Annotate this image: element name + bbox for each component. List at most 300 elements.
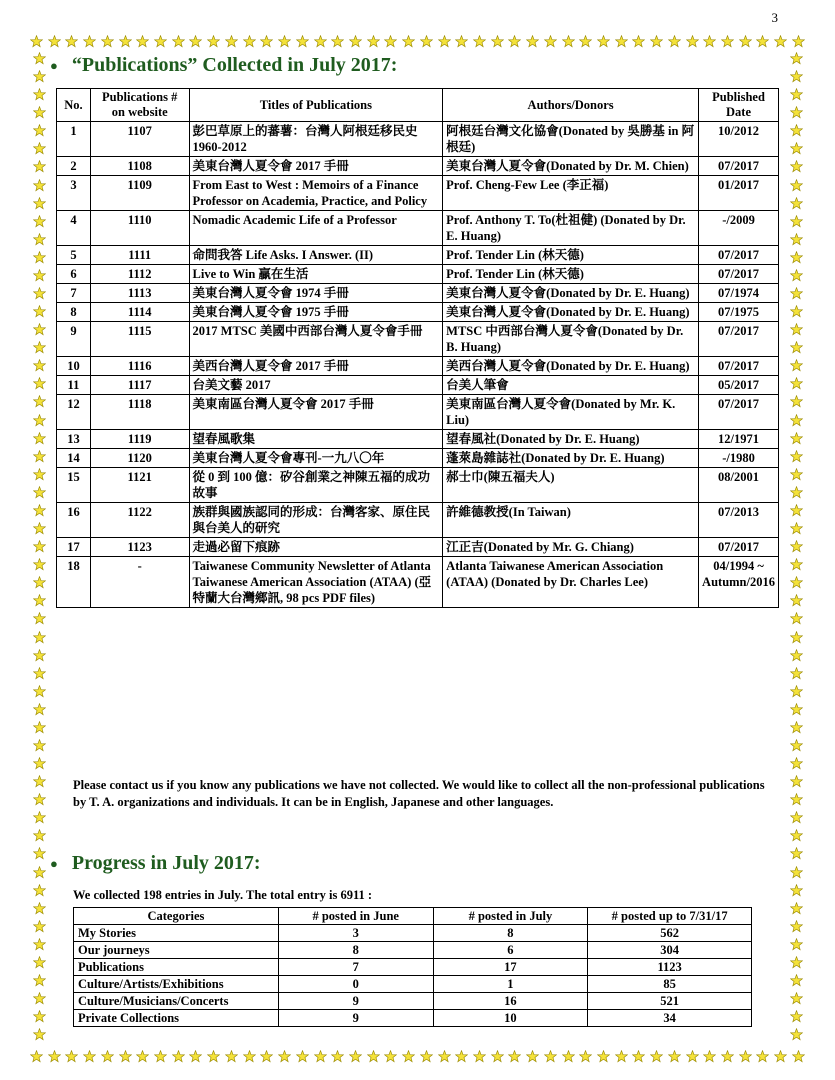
star-icon (33, 1028, 46, 1041)
star-icon (33, 88, 46, 101)
star-icon (154, 35, 167, 48)
star-icon (367, 1050, 380, 1063)
star-icon (225, 1050, 238, 1063)
star-icon (33, 450, 46, 463)
cell-pub-no: 1120 (90, 449, 189, 468)
section-progress-title: Progress in July 2017: (71, 852, 261, 874)
star-icon (33, 341, 46, 354)
star-icon (33, 124, 46, 137)
cell-pub-no: 1122 (90, 503, 189, 538)
star-icon (48, 1050, 61, 1063)
star-icon (33, 920, 46, 933)
star-icon (790, 106, 803, 119)
cell-pub-no: 1113 (90, 284, 189, 303)
star-icon (790, 124, 803, 137)
star-icon (790, 215, 803, 228)
star-icon (33, 197, 46, 210)
star-icon (314, 35, 327, 48)
cell-pub-no: 1114 (90, 303, 189, 322)
cell-title: 美東台灣人夏令會 1974 手冊 (189, 284, 443, 303)
star-icon (508, 35, 521, 48)
star-icon (225, 35, 238, 48)
star-icon (790, 52, 803, 65)
star-icon (172, 35, 185, 48)
star-icon (420, 35, 433, 48)
header-categories: Categories (74, 908, 279, 925)
table-row (57, 430, 779, 449)
cell-no: 11 (57, 376, 91, 395)
table-row (57, 303, 779, 322)
cell-pub-no: 1119 (90, 430, 189, 449)
star-icon (790, 631, 803, 644)
cell-no: 6 (57, 265, 91, 284)
star-icon (544, 1050, 557, 1063)
star-icon (790, 197, 803, 210)
header-no: No. (57, 89, 91, 122)
star-icon (207, 1050, 220, 1063)
star-icon (260, 35, 273, 48)
cell-date: 07/2017 (699, 357, 779, 376)
collection-note: Please contact us if you know any publications we have not collected. We would like to collect all the non-professional publications by T. A. organizations and individuals. It can be in English, Japanese and other languages. (73, 778, 765, 809)
cell-july: 8 (433, 925, 588, 942)
star-icon (668, 1050, 681, 1063)
star-icon (597, 1050, 610, 1063)
star-icon (790, 88, 803, 101)
star-icon (33, 847, 46, 860)
star-icon (790, 938, 803, 951)
star-icon (703, 35, 716, 48)
cell-date: 07/2017 (699, 322, 779, 357)
star-icon (650, 1050, 663, 1063)
cell-june: 0 (278, 976, 433, 993)
cell-author: 美東南區台灣人夏令會(Donated by Mr. K. Liu) (443, 395, 699, 430)
header-june: # posted in June (278, 908, 433, 925)
cell-no: 15 (57, 468, 91, 503)
star-icon (790, 142, 803, 155)
cell-pub-no: 1115 (90, 322, 189, 357)
cell-title: 命問我答 Life Asks. I Answer. (II) (189, 246, 443, 265)
star-icon (790, 233, 803, 246)
star-icon (33, 179, 46, 192)
star-icon (790, 377, 803, 390)
star-icon (615, 1050, 628, 1063)
star-icon (33, 992, 46, 1005)
star-icon (33, 974, 46, 987)
table-row (74, 942, 752, 959)
cell-june: 3 (278, 925, 433, 942)
header-total: # posted up to 7/31/17 (588, 908, 752, 925)
cell-title: Taiwanese Community Newsletter of Atlanta Taiwanese American Association (ATAA) (亞特蘭大台灣鄉訊, 98 pcs PDF files) (189, 557, 443, 608)
star-icon (491, 35, 504, 48)
cell-no: 14 (57, 449, 91, 468)
star-icon (349, 35, 362, 48)
star-icon (33, 829, 46, 842)
cell-date: 01/2017 (699, 176, 779, 211)
star-icon (790, 667, 803, 680)
star-icon (790, 522, 803, 535)
star-icon (30, 1050, 43, 1063)
star-icon (721, 35, 734, 48)
header-title: Titles of Publications (189, 89, 443, 122)
table-row (57, 395, 779, 430)
star-icon (790, 341, 803, 354)
star-icon (33, 956, 46, 969)
cell-date: 10/2012 (699, 122, 779, 157)
star-icon (33, 576, 46, 589)
cell-author: 江正吉(Donated by Mr. G. Chiang) (443, 538, 699, 557)
table-row (57, 557, 779, 608)
star-icon (790, 992, 803, 1005)
star-icon (686, 1050, 699, 1063)
star-icon (597, 35, 610, 48)
star-icon (790, 956, 803, 969)
star-icon (790, 486, 803, 499)
star-icon (384, 1050, 397, 1063)
cell-pub-no: 1117 (90, 376, 189, 395)
star-icon (790, 866, 803, 879)
star-icon (792, 1050, 805, 1063)
table-row (74, 925, 752, 942)
star-icon (790, 323, 803, 336)
star-icon (33, 649, 46, 662)
section-publications-title: “Publications” Collected in July 2017: (71, 54, 398, 76)
table-row (57, 376, 779, 395)
table-row (57, 211, 779, 246)
cell-no: 2 (57, 157, 91, 176)
table-row (74, 993, 752, 1010)
cell-total: 562 (588, 925, 752, 942)
star-icon (30, 35, 43, 48)
star-icon (790, 450, 803, 463)
star-icon (33, 215, 46, 228)
cell-date: 07/2017 (699, 538, 779, 557)
star-icon (33, 739, 46, 752)
star-icon (33, 106, 46, 119)
star-icon (579, 1050, 592, 1063)
cell-author: 美東台灣人夏令會(Donated by Dr. E. Huang) (443, 303, 699, 322)
star-icon (101, 1050, 114, 1063)
star-icon (48, 35, 61, 48)
star-icon (455, 35, 468, 48)
star-icon (33, 142, 46, 155)
star-icon (33, 359, 46, 372)
star-icon (384, 35, 397, 48)
star-icon (721, 1050, 734, 1063)
star-border-right (785, 52, 807, 1042)
star-border-top (30, 30, 805, 52)
star-icon (615, 35, 628, 48)
cell-author: 許維德教授(In Taiwan) (443, 503, 699, 538)
table-row (57, 176, 779, 211)
star-icon (790, 269, 803, 282)
cell-no: 9 (57, 322, 91, 357)
star-icon (189, 1050, 202, 1063)
cell-pub-no: 1111 (90, 246, 189, 265)
star-icon (790, 1028, 803, 1041)
star-icon (790, 829, 803, 842)
bullet-icon: ● (50, 856, 58, 872)
star-icon (331, 35, 344, 48)
cell-date: 07/2017 (699, 395, 779, 430)
cell-no: 16 (57, 503, 91, 538)
star-icon (790, 540, 803, 553)
page-number: 3 (771, 10, 778, 25)
star-icon (172, 1050, 185, 1063)
table-row (57, 284, 779, 303)
table-row (57, 322, 779, 357)
star-icon (790, 920, 803, 933)
star-icon (65, 35, 78, 48)
cell-title: 彭巴草原上的蕃薯：台灣人阿根廷移民史 1960-2012 (189, 122, 443, 157)
progress-table (73, 907, 752, 1027)
cell-pub-no: - (90, 557, 189, 608)
star-icon (756, 1050, 769, 1063)
header-date: Published Date (699, 89, 779, 122)
star-icon (790, 703, 803, 716)
star-icon (367, 35, 380, 48)
star-icon (739, 1050, 752, 1063)
star-icon (83, 35, 96, 48)
star-icon (33, 395, 46, 408)
star-icon (790, 160, 803, 173)
star-icon (790, 902, 803, 915)
star-icon (473, 35, 486, 48)
star-icon (544, 35, 557, 48)
star-icon (33, 414, 46, 427)
cell-date: 04/1994 ~ Autumn/2016 (699, 557, 779, 608)
star-icon (438, 1050, 451, 1063)
star-icon (119, 35, 132, 48)
cell-june: 7 (278, 959, 433, 976)
star-icon (579, 35, 592, 48)
table-row (57, 157, 779, 176)
star-icon (33, 811, 46, 824)
star-icon (790, 414, 803, 427)
publications-table-header (57, 89, 779, 122)
star-icon (33, 866, 46, 879)
star-icon (526, 35, 539, 48)
cell-author: 阿根廷台灣文化協會(Donated by 吳勝基 in 阿根廷) (443, 122, 699, 157)
star-icon (790, 395, 803, 408)
cell-author: 郝士巾(陳五福夫人) (443, 468, 699, 503)
cell-date: 07/2017 (699, 157, 779, 176)
table-row (74, 959, 752, 976)
cell-title: 族群與國族認同的形成：台灣客家、原住民與台美人的研究 (189, 503, 443, 538)
star-icon (526, 1050, 539, 1063)
star-icon (278, 1050, 291, 1063)
star-icon (65, 1050, 78, 1063)
star-icon (790, 504, 803, 517)
star-icon (33, 721, 46, 734)
cell-total: 34 (588, 1010, 752, 1027)
star-icon (402, 1050, 415, 1063)
star-icon (438, 35, 451, 48)
star-icon (154, 1050, 167, 1063)
star-icon (790, 576, 803, 589)
star-icon (790, 612, 803, 625)
publications-table (56, 88, 779, 608)
star-icon (562, 35, 575, 48)
cell-june: 8 (278, 942, 433, 959)
progress-summary: We collected 198 entries in July. The total entry is 6911 : (73, 888, 373, 902)
star-icon (33, 757, 46, 770)
cell-author: 美東台灣人夏令會(Donated by Dr. M. Chien) (443, 157, 699, 176)
cell-pub-no: 1118 (90, 395, 189, 430)
cell-no: 3 (57, 176, 91, 211)
cell-title: 台美文藝 2017 (189, 376, 443, 395)
cell-pub-no: 1109 (90, 176, 189, 211)
cell-author: Prof. Tender Lin (林天德) (443, 246, 699, 265)
star-icon (33, 70, 46, 83)
star-icon (790, 558, 803, 571)
star-icon (790, 70, 803, 83)
cell-author: MTSC 中西部台灣人夏令會(Donated by Dr. B. Huang) (443, 322, 699, 357)
star-icon (756, 35, 769, 48)
cell-date: 08/2001 (699, 468, 779, 503)
cell-total: 85 (588, 976, 752, 993)
cell-no: 8 (57, 303, 91, 322)
cell-title: Nomadic Academic Life of a Professor (189, 211, 443, 246)
cell-pub-no: 1112 (90, 265, 189, 284)
cell-total: 521 (588, 993, 752, 1010)
star-border-bottom (30, 1045, 805, 1067)
star-icon (260, 1050, 273, 1063)
cell-july: 1 (433, 976, 588, 993)
star-icon (331, 1050, 344, 1063)
star-icon (790, 432, 803, 445)
star-icon (101, 35, 114, 48)
star-icon (562, 1050, 575, 1063)
star-icon (33, 377, 46, 390)
cell-no: 18 (57, 557, 91, 608)
cell-title: 從 0 到 100 億：矽谷創業之神陳五福的成功故事 (189, 468, 443, 503)
table-row (74, 1010, 752, 1027)
cell-july: 10 (433, 1010, 588, 1027)
star-icon (774, 35, 787, 48)
cell-title: 美東台灣人夏令會 1975 手冊 (189, 303, 443, 322)
star-icon (790, 884, 803, 897)
star-icon (136, 35, 149, 48)
cell-no: 13 (57, 430, 91, 449)
star-icon (774, 1050, 787, 1063)
star-icon (33, 269, 46, 282)
star-icon (650, 35, 663, 48)
star-icon (33, 902, 46, 915)
table-row (57, 449, 779, 468)
cell-july: 16 (433, 993, 588, 1010)
cell-pub-no: 1108 (90, 157, 189, 176)
star-icon (632, 1050, 645, 1063)
cell-author: 望春風社(Donated by Dr. E. Huang) (443, 430, 699, 449)
star-icon (632, 35, 645, 48)
star-icon (33, 1010, 46, 1023)
star-icon (790, 739, 803, 752)
table-row (57, 122, 779, 157)
cell-title: 望春風歌集 (189, 430, 443, 449)
star-icon (790, 305, 803, 318)
star-icon (508, 1050, 521, 1063)
cell-pub-no: 1123 (90, 538, 189, 557)
star-icon (790, 811, 803, 824)
cell-july: 6 (433, 942, 588, 959)
star-icon (33, 884, 46, 897)
cell-date: 07/1975 (699, 303, 779, 322)
star-icon (296, 35, 309, 48)
cell-pub-no: 1110 (90, 211, 189, 246)
cell-no: 10 (57, 357, 91, 376)
star-icon (455, 1050, 468, 1063)
cell-total: 304 (588, 942, 752, 959)
star-icon (790, 775, 803, 788)
header-author: Authors/Donors (443, 89, 699, 122)
cell-no: 12 (57, 395, 91, 430)
cell-category: Culture/Artists/Exhibitions (74, 976, 279, 993)
star-icon (33, 594, 46, 607)
cell-july: 17 (433, 959, 588, 976)
cell-category: Publications (74, 959, 279, 976)
cell-title: 走過必留下痕跡 (189, 538, 443, 557)
table-row (57, 265, 779, 284)
star-icon (33, 793, 46, 806)
table-row (57, 468, 779, 503)
star-icon (33, 287, 46, 300)
star-icon (790, 468, 803, 481)
star-icon (790, 974, 803, 987)
star-icon (703, 1050, 716, 1063)
star-icon (33, 486, 46, 499)
star-icon (792, 35, 805, 48)
cell-date: 07/2013 (699, 503, 779, 538)
star-icon (420, 1050, 433, 1063)
bullet-icon: ● (50, 58, 58, 74)
cell-author: Prof. Tender Lin (林天德) (443, 265, 699, 284)
cell-title: 美西台灣人夏令會 2017 手冊 (189, 357, 443, 376)
star-icon (278, 35, 291, 48)
star-icon (739, 35, 752, 48)
star-icon (790, 847, 803, 860)
star-icon (296, 1050, 309, 1063)
star-icon (686, 35, 699, 48)
star-icon (790, 649, 803, 662)
cell-pub-no: 1116 (90, 357, 189, 376)
star-icon (207, 35, 220, 48)
cell-category: Our journeys (74, 942, 279, 959)
cell-date: -/1980 (699, 449, 779, 468)
star-icon (33, 233, 46, 246)
star-icon (790, 594, 803, 607)
star-icon (790, 179, 803, 192)
cell-date: 12/1971 (699, 430, 779, 449)
cell-title: 美東台灣人夏令會 2017 手冊 (189, 157, 443, 176)
cell-author: Atlanta Taiwanese American Association (ATAA) (Donated by Dr. Charles Lee) (443, 557, 699, 608)
star-icon (790, 251, 803, 264)
star-icon (33, 323, 46, 336)
star-border-left (28, 52, 50, 1042)
table-row (57, 503, 779, 538)
star-icon (491, 1050, 504, 1063)
star-icon (33, 631, 46, 644)
star-icon (33, 703, 46, 716)
cell-title: Live to Win 贏在生活 (189, 265, 443, 284)
section-progress-heading (50, 852, 261, 875)
cell-date: -/2009 (699, 211, 779, 246)
table-row (57, 357, 779, 376)
cell-category: My Stories (74, 925, 279, 942)
star-icon (136, 1050, 149, 1063)
star-icon (83, 1050, 96, 1063)
star-icon (314, 1050, 327, 1063)
star-icon (243, 1050, 256, 1063)
